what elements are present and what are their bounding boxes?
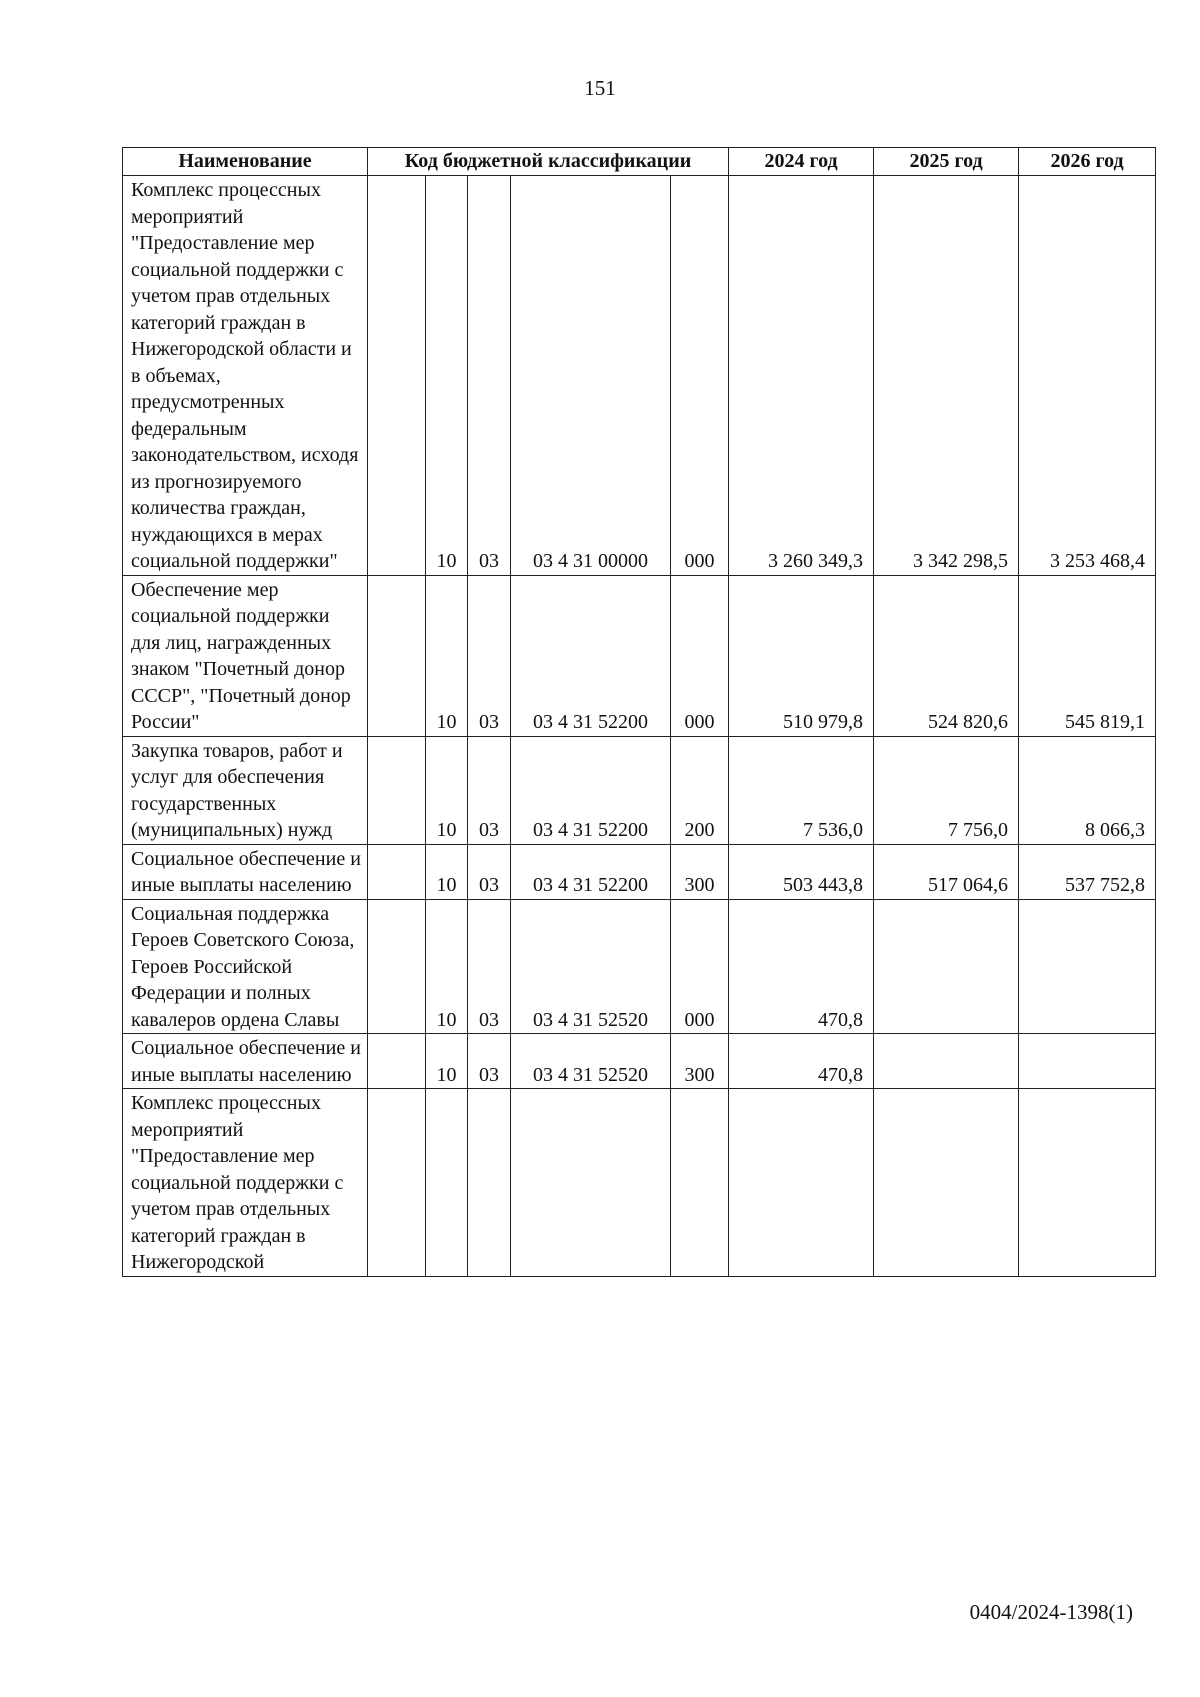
target-code: 03 4 31 52200 [511, 575, 671, 736]
table-row [123, 176, 1156, 576]
value-2026: 537 752,8 [1019, 844, 1156, 899]
subsection-code: 03 [468, 575, 511, 736]
value-2026 [1019, 899, 1156, 1034]
expense-code [671, 1089, 729, 1277]
header-2026: 2026 год [1019, 148, 1156, 176]
section-code: 10 [426, 736, 468, 844]
value-2026 [1019, 1034, 1156, 1089]
row-name: Социальное обеспечение и иные выплаты населению [123, 1034, 368, 1089]
expense-code: 300 [671, 844, 729, 899]
expense-code: 000 [671, 176, 729, 576]
value-2024 [729, 1089, 874, 1277]
subsection-code: 03 [468, 899, 511, 1034]
value-2024: 470,8 [729, 899, 874, 1034]
value-2024: 7 536,0 [729, 736, 874, 844]
target-code: 03 4 31 52200 [511, 844, 671, 899]
table-row [123, 1089, 1156, 1277]
row-name: Закупка товаров, работ и услуг для обеспечения государственных (муниципальных) нужд [123, 736, 368, 844]
value-2025 [874, 1089, 1019, 1277]
value-2025: 3 342 298,5 [874, 176, 1019, 576]
target-code: 03 4 31 52520 [511, 1034, 671, 1089]
section-code: 10 [426, 1034, 468, 1089]
table-row [123, 899, 1156, 1034]
document-code: 0404/2024-1398(1) [969, 1600, 1133, 1624]
value-2025 [874, 1034, 1019, 1089]
value-2025: 517 064,6 [874, 844, 1019, 899]
target-code: 03 4 31 52520 [511, 899, 671, 1034]
subsection-code: 03 [468, 176, 511, 576]
target-code [511, 1089, 671, 1277]
value-2024: 3 260 349,3 [729, 176, 874, 576]
target-code: 03 4 31 52200 [511, 736, 671, 844]
empty-cell [368, 176, 426, 576]
budget-table [122, 147, 1156, 1277]
table-row [123, 575, 1156, 736]
value-2024: 510 979,8 [729, 575, 874, 736]
value-2025: 524 820,6 [874, 575, 1019, 736]
empty-cell [368, 899, 426, 1034]
subsection-code: 03 [468, 844, 511, 899]
target-code: 03 4 31 00000 [511, 176, 671, 576]
value-2026 [1019, 1089, 1156, 1277]
empty-cell [368, 1089, 426, 1277]
row-name: Социальное обеспечение и иные выплаты населению [123, 844, 368, 899]
row-name: Комплекс процессных мероприятий "Предоставление мер социальной поддержки с учетом прав отдельных категорий граждан в Нижегородской области и в объемах, предусмотренных федеральным законодательством, исходя из прогнозируемого количества граждан, нуждающихся в мерах социальной поддержки" [123, 176, 368, 576]
expense-code: 000 [671, 575, 729, 736]
value-2025 [874, 899, 1019, 1034]
value-2026: 545 819,1 [1019, 575, 1156, 736]
section-code: 10 [426, 575, 468, 736]
page-number: 151 [584, 76, 616, 100]
expense-code: 200 [671, 736, 729, 844]
expense-code: 000 [671, 899, 729, 1034]
table-row [123, 736, 1156, 844]
expense-code: 300 [671, 1034, 729, 1089]
value-2026: 3 253 468,4 [1019, 176, 1156, 576]
empty-cell [368, 1034, 426, 1089]
header-code: Код бюджетной классификации [368, 148, 729, 176]
row-name: Обеспечение мер социальной поддержки для лиц, награжденных знаком "Почетный донор СССР", "Почетный донор России" [123, 575, 368, 736]
subsection-code: 03 [468, 736, 511, 844]
section-code: 10 [426, 899, 468, 1034]
row-name: Комплекс процессных мероприятий "Предоставление мер социальной поддержки с учетом прав отдельных категорий граждан в Нижегородской [123, 1089, 368, 1277]
header-name: Наименование [123, 148, 368, 176]
value-2025: 7 756,0 [874, 736, 1019, 844]
value-2026: 8 066,3 [1019, 736, 1156, 844]
empty-cell [368, 736, 426, 844]
value-2024: 503 443,8 [729, 844, 874, 899]
table-row [123, 1034, 1156, 1089]
section-code: 10 [426, 844, 468, 899]
header-2024: 2024 год [729, 148, 874, 176]
section-code: 10 [426, 176, 468, 576]
header-2025: 2025 год [874, 148, 1019, 176]
subsection-code [468, 1089, 511, 1277]
value-2024: 470,8 [729, 1034, 874, 1089]
header-row [123, 148, 1156, 176]
table-row [123, 844, 1156, 899]
empty-cell [368, 844, 426, 899]
empty-cell [368, 575, 426, 736]
row-name: Социальная поддержка Героев Советского Союза, Героев Российской Федерации и полных кавалеров ордена Славы [123, 899, 368, 1034]
section-code [426, 1089, 468, 1277]
subsection-code: 03 [468, 1034, 511, 1089]
